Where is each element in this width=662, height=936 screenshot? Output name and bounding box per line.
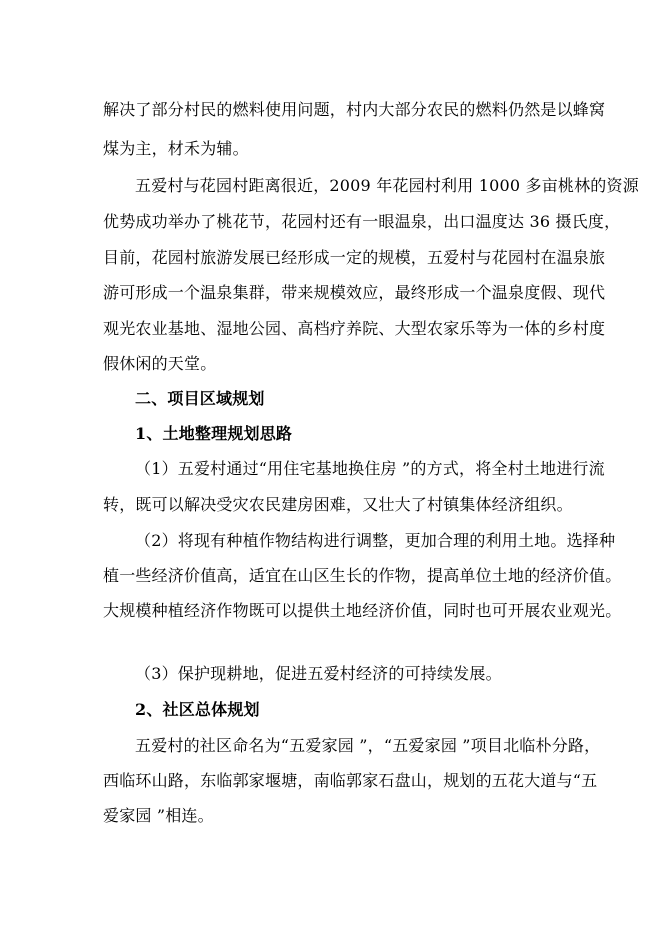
paragraph-2-line-2: 优势成功举办了桃花节，花园村还有一眼温泉，出口温度达 36 摄氏度， xyxy=(103,212,621,231)
paragraph-2-line-1: 五爱村与花园村距离很近，2009 年花园村利用 1000 多亩桃林的资源 xyxy=(135,176,639,195)
item-1-line-1: （1）五爱村通过“用住宅基地换住房 ”的方式，将全村土地进行流 xyxy=(135,459,605,478)
paragraph-3-line-1: 五爱村的社区命名为“五爱家园 ”，“五爱家园 ”项目北临朴分路， xyxy=(135,736,601,755)
paragraph-3-line-2: 西临环山路，东临郭家堰塘，南临郭家石盘山，规划的五花大道与“五 xyxy=(103,771,598,790)
paragraph-2-line-5: 观光农业基地、湿地公园、高档疗养院、大型农家乐等为一体的乡村度 xyxy=(103,319,606,338)
paragraph-3-line-3: 爱家园 ”相连。 xyxy=(103,806,214,825)
paragraph-1-line-1: 解决了部分村民的燃料使用问题，村内大部分农民的燃料仍然是以蜂窝 xyxy=(103,100,606,119)
section-2-heading: 二、项目区域规划 xyxy=(135,389,265,408)
subsection-1-heading: 1、土地整理规划思路 xyxy=(135,424,293,443)
item-2-line-1: （2）将现有种植作物结构进行调整，更加合理的利用土地。选择种 xyxy=(135,531,616,550)
item-3-line-1: （3）保护现耕地，促进五爱村经济的可持续发展。 xyxy=(135,664,502,683)
item-2-line-3: 大规模种植经济作物既可以提供土地经济价值，同时也可开展农业观光。 xyxy=(103,601,622,620)
item-1-line-2: 转，既可以解决受灾农民建房困难，又壮大了村镇集体经济组织。 xyxy=(103,495,573,514)
subsection-2-heading: 2、社区总体规划 xyxy=(135,700,260,719)
item-2-line-2: 植一些经济价值高，适宜在山区生长的作物，提高单位土地的经济价值。 xyxy=(103,566,622,585)
paragraph-2-line-6: 假休闲的天堂。 xyxy=(103,354,217,373)
paragraph-1-line-2: 煤为主，材禾为辅。 xyxy=(103,139,249,158)
paragraph-2-line-3: 目前，花园村旅游发展已经形成一定的规模，五爱村与花园村在温泉旅 xyxy=(103,248,606,267)
paragraph-2-line-4: 游可形成一个温泉集群，带来规模效应，最终形成一个温泉度假、现代 xyxy=(103,283,606,302)
